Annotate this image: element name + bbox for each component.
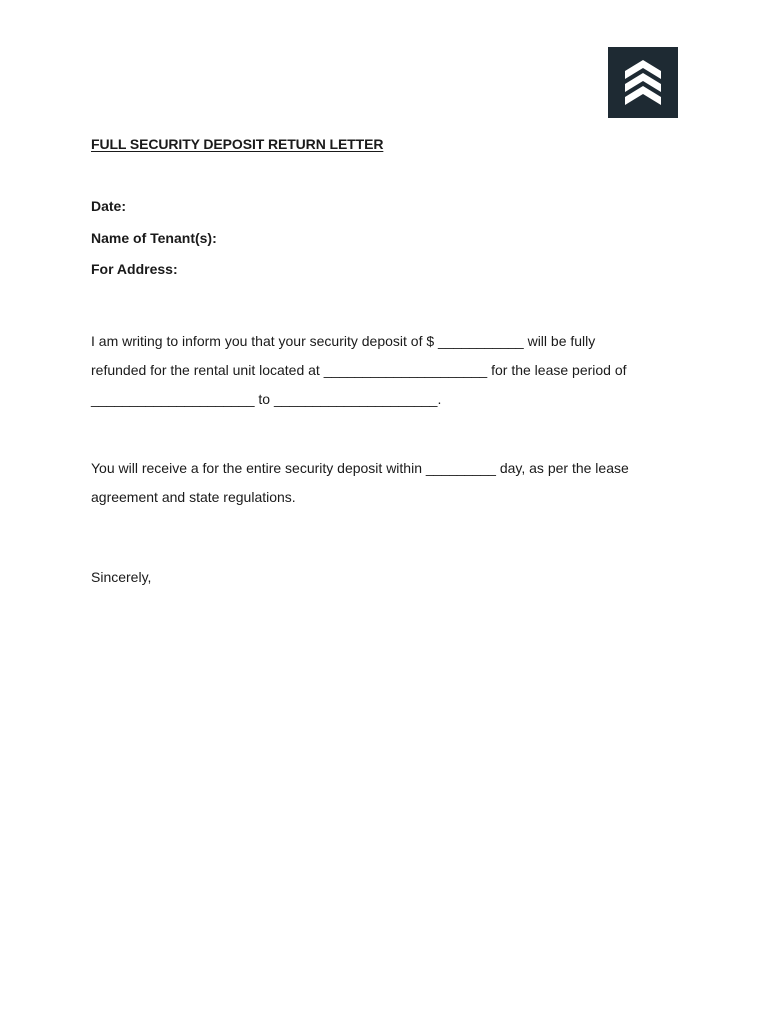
deposit-paragraph-line-1: I am writing to inform you that your security deposit of $ ___________ will be fully — [91, 333, 596, 349]
address-label: For Address: — [91, 261, 178, 277]
deposit-paragraph-line-2: refunded for the rental unit located at _____________________ for the lease period of — [91, 362, 627, 378]
chevron-stack-icon — [608, 47, 678, 118]
deposit-paragraph-line-3: _____________________ to _____________________. — [91, 391, 442, 407]
refund-paragraph-line-2: agreement and state regulations. — [91, 489, 296, 505]
closing-signoff: Sincerely, — [91, 569, 152, 585]
tenant-name-label: Name of Tenant(s): — [91, 230, 217, 246]
date-label: Date: — [91, 198, 127, 214]
document-title: FULL SECURITY DEPOSIT RETURN LETTER — [91, 136, 384, 152]
company-logo — [608, 47, 678, 118]
refund-paragraph-line-1: You will receive a for the entire security deposit within _________ day, as per the lease — [91, 460, 629, 476]
